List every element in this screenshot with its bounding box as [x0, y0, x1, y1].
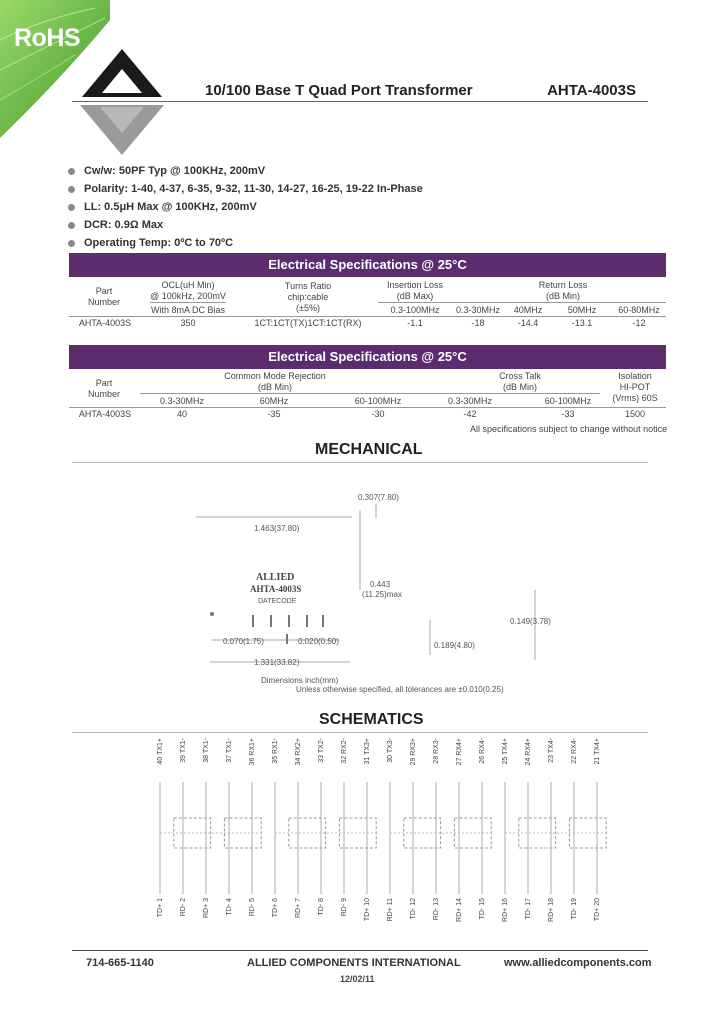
- dim-pin: 0.020(0.50): [298, 637, 339, 646]
- iso-unit: (Vrms) 60S: [612, 393, 658, 403]
- marking-part: AHTA-4003S: [250, 584, 302, 594]
- schematic-pin-label-top: 26 RX4-: [479, 738, 486, 764]
- schematic-pin-label-top: 28 RX3-: [433, 738, 440, 764]
- schematic-pin-label-bottom: RD- 2: [180, 898, 187, 917]
- part-number-heading: AHTA-4003S: [547, 82, 636, 99]
- schematic-pin-label-bottom: TD- 12: [410, 898, 417, 920]
- number-label: Number: [87, 389, 120, 399]
- spec-table-1-header: Electrical Specifications @ 25°C: [69, 253, 666, 277]
- bullet-icon: [68, 168, 75, 175]
- schematic-pin-label-top: 29 RX3+: [410, 738, 417, 766]
- turns-header: Turns Ratio: [284, 281, 332, 291]
- ct-header: Cross Talk: [499, 371, 541, 381]
- mechanical-rule: [72, 462, 648, 463]
- row-divider: [69, 316, 666, 317]
- ct-range-2: 60-100MHz: [544, 396, 592, 406]
- rl-range-4: 60-80MHz: [618, 305, 660, 315]
- il-unit: (dB Max): [396, 291, 434, 301]
- schematic-pin-label-bottom: TD+ 20: [594, 898, 601, 922]
- schematic-pin-label-bottom: TD- 17: [525, 898, 532, 920]
- schematic-pin-label-bottom: RD+ 18: [548, 898, 555, 922]
- dim-pitch: 0.070(1.75): [223, 637, 264, 646]
- row-cmr-1: 40: [176, 409, 187, 419]
- row-divider: [69, 407, 666, 408]
- schematic-diagram: [150, 738, 630, 938]
- schematic-pin-label-top: 37 TX1-: [226, 738, 233, 763]
- schematic-pin-label-bottom: RD+ 7: [295, 898, 302, 919]
- number-label: Number: [87, 297, 120, 307]
- schematic-pin-label-top: 24 RX4+: [525, 738, 532, 766]
- schematic-pin-label-top: 27 RX4+: [456, 738, 463, 766]
- feature-item: Operating Temp: 0ºC to 70ºC: [68, 234, 423, 252]
- schematic-pin-label-bottom: RD+ 3: [203, 898, 210, 919]
- footer-date: 12/02/11: [340, 974, 375, 984]
- schematic-pin-label-top: 36 RX1+: [249, 738, 256, 766]
- cmr-range-3: 60-100MHz: [354, 396, 402, 406]
- ocl-divider: [150, 302, 226, 303]
- schematic-pin-label-bottom: TD+ 10: [364, 898, 371, 922]
- schematic-pin-label-top: 39 TX1-: [180, 738, 187, 763]
- ocl-bias: With 8mA DC Bias: [150, 305, 226, 315]
- schematic-pin-label-bottom: RD+ 11: [387, 898, 394, 922]
- row-rl-2: -14.4: [517, 318, 539, 328]
- schematics-title: SCHEMATICS: [319, 711, 424, 728]
- schematics-rule: [72, 732, 648, 733]
- il-range: 0.3-100MHz: [390, 305, 440, 315]
- schematic-pin-label-top: 33 TX2-: [318, 738, 325, 763]
- schematic-pin-label-bottom: TD- 8: [318, 898, 325, 916]
- schematic-pin-label-top: 30 TX3-: [387, 738, 394, 763]
- row-part: AHTA-4003S: [78, 318, 132, 328]
- bullet-icon: [68, 204, 75, 211]
- part-label: Part: [95, 286, 113, 296]
- units-note: Dimensions inch(mm): [261, 676, 339, 685]
- schematic-pin-label-bottom: RD- 9: [341, 898, 348, 917]
- turns-sub: chip:cable: [287, 292, 329, 302]
- schematic-pin-label-top: 23 TX4-: [548, 738, 555, 763]
- row-ct-2: -33: [561, 409, 575, 419]
- feature-item: Polarity: 1-40, 4-37, 6-35, 9-32, 11-30, 14-27, 16-25, 19-22 In-Phase: [68, 180, 423, 198]
- range-divider: [140, 393, 600, 394]
- turns-tolerance: (±5%): [296, 303, 320, 313]
- ocl-header: OCL(uH Min): [161, 280, 215, 290]
- schematic-pin-label-top: 21 TX4+: [594, 738, 601, 765]
- rl-header: Return Loss: [538, 280, 588, 290]
- row-ocl: 350: [180, 318, 196, 328]
- footer-company: ALLIED COMPONENTS INTERNATIONAL: [247, 957, 461, 969]
- cmr-unit: (dB Min): [257, 382, 292, 392]
- row-part: AHTA-4003S: [78, 409, 132, 419]
- bullet-icon: [68, 240, 75, 247]
- row-rl-3: -13.1: [571, 318, 593, 328]
- row-il: -1.1: [407, 318, 423, 328]
- schematic-pin-label-bottom: TD+ 1: [157, 898, 164, 918]
- cmr-range-1: 0.3-30MHz: [159, 396, 204, 406]
- rl-unit: (dB Min): [545, 291, 580, 301]
- footer-website[interactable]: www.alliedcomponents.com: [504, 957, 652, 969]
- il-header: Insertion Loss: [386, 280, 444, 290]
- rohs-label: RoHS: [14, 24, 81, 52]
- ocl-condition: @ 100kHz, 200mV: [150, 291, 226, 301]
- schematic-pin-label-bottom: TD- 19: [571, 898, 578, 920]
- ct-unit: (dB Min): [502, 382, 537, 392]
- iso-header: Isolation: [618, 371, 652, 381]
- cmr-range-2: 60MHz: [259, 396, 289, 406]
- schematic-pin-label-top: 25 TX4+: [502, 738, 509, 765]
- dim-depth: 0.307(7.80): [358, 493, 399, 502]
- schematic-pin-label-top: 34 RX2+: [295, 738, 302, 766]
- dim-side: 0.149(3.78): [510, 617, 551, 626]
- change-notice: All specifications subject to change without notice: [470, 424, 668, 434]
- dim-lead: 0.189(4.80): [434, 641, 475, 650]
- schematic-pin-label-top: 40 TX1+: [157, 738, 164, 765]
- feature-item: DCR: 0.9Ω Max: [68, 216, 423, 234]
- dim-width: 1.463(37.80): [254, 524, 300, 533]
- row-turns: 1CT:1CT(TX)1CT:1CT(RX): [254, 318, 362, 328]
- tolerance-note: Unless otherwise specified, all tolerances are ±0.010(0.25): [296, 685, 504, 694]
- document-title: 10/100 Base T Quad Port Transformer: [205, 82, 473, 99]
- schematic-pin-label-bottom: TD- 15: [479, 898, 486, 920]
- mechanical-title: MECHANICAL: [315, 441, 423, 458]
- part-label: Part: [95, 378, 113, 388]
- ct-range-1: 0.3-30MHz: [447, 396, 492, 406]
- schematic-pin-label-top: 32 RX2-: [341, 738, 348, 764]
- feature-item: Cw/w: 50PF Typ @ 100KHz, 200mV: [68, 162, 423, 180]
- schematic-pin-label-bottom: RD- 13: [433, 898, 440, 921]
- row-rl-4: -12: [632, 318, 646, 328]
- feature-item: LL: 0.5μH Max @ 100KHz, 200mV: [68, 198, 423, 216]
- schematic-pin-label-top: 35 RX1-: [272, 738, 279, 764]
- allied-logo-icon: [72, 47, 172, 159]
- spec-table-2-header: Electrical Specifications @ 25°C: [69, 345, 666, 369]
- feature-list: [68, 162, 423, 252]
- row-iso: 1500: [624, 409, 646, 419]
- bullet-icon: [68, 222, 75, 229]
- marking-datecode: DATECODE: [258, 598, 297, 605]
- footer-phone: 714-665-1140: [86, 957, 154, 969]
- rl-range-3: 50MHz: [567, 305, 597, 315]
- row-rl-1: -18: [471, 318, 485, 328]
- cmr-header: Common Mode Rejection: [224, 371, 326, 381]
- dim-height: 0.443: [370, 580, 391, 589]
- schematic-pin-label-bottom: TD- 4: [226, 898, 233, 916]
- schematic-pin-label-bottom: TD+ 6: [272, 898, 279, 918]
- schematic-pin-label-bottom: RD+ 14: [456, 898, 463, 922]
- marking-brand: ALLIED: [256, 572, 295, 583]
- loss-divider: [378, 302, 666, 303]
- header-rule: [72, 101, 648, 102]
- schematic-pin-label-top: 38 TX1-: [203, 738, 210, 763]
- schematic-pin-label-bottom: RD+ 16: [502, 898, 509, 922]
- rl-range-1: 0.3-30MHz: [455, 305, 500, 315]
- schematic-pin-label-top: 22 RX4-: [571, 738, 578, 764]
- row-cmr-2: -35: [267, 409, 281, 419]
- schematic-pin-label-top: 31 TX3+: [364, 738, 371, 765]
- schematic-pin-label-bottom: RD- 5: [249, 898, 256, 917]
- row-ct-1: -42: [463, 409, 477, 419]
- dim-height-mm: (11.25)max: [362, 590, 402, 599]
- iso-hipot: HI-POT: [619, 382, 651, 392]
- footer-rule: [72, 950, 648, 951]
- rl-range-2: 40MHz: [513, 305, 543, 315]
- bullet-icon: [68, 186, 75, 193]
- dim-span: 1.331(33.82): [254, 658, 300, 667]
- row-cmr-3: -30: [371, 409, 385, 419]
